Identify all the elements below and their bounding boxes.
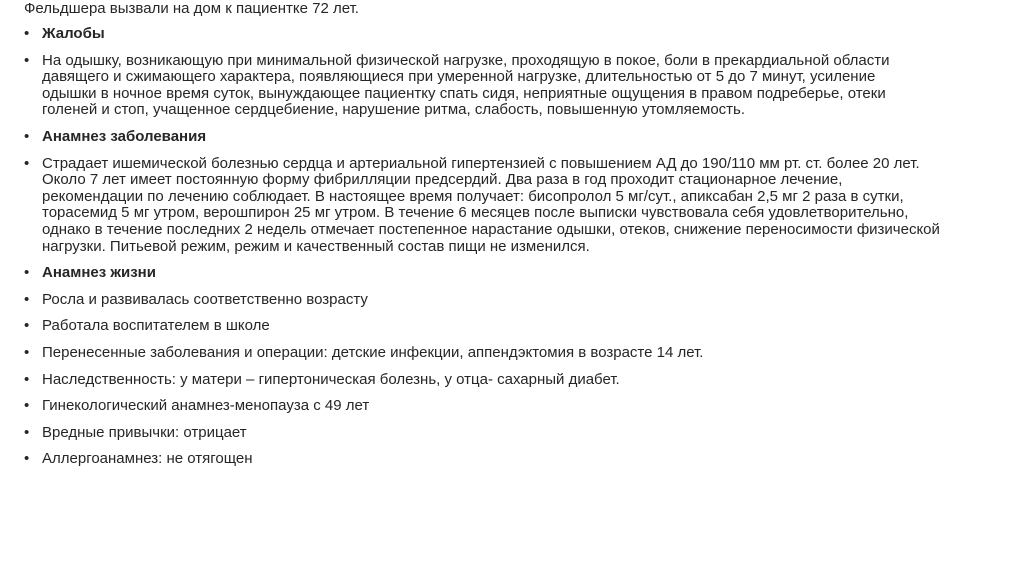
intro-text: Фельдшера вызвали на дом к пациентке 72 лет. bbox=[24, 0, 359, 17]
bullet-icon: • bbox=[24, 370, 30, 388]
bullet-icon: • bbox=[24, 51, 30, 69]
bullet-icon: • bbox=[24, 423, 30, 441]
list-item-text: Вредные привычки: отрицает bbox=[42, 423, 247, 441]
bullet-icon: • bbox=[24, 343, 30, 361]
bullet-icon: • bbox=[24, 397, 30, 415]
list-item-text: Росла и развивалась соответственно возрасту bbox=[42, 290, 368, 308]
list-item-text: Работала воспитателем в школе bbox=[42, 317, 270, 335]
bullet-icon: • bbox=[24, 127, 30, 145]
list-item-text: Анамнез заболевания bbox=[42, 127, 207, 145]
list-item-past-diseases bbox=[22, 345, 1012, 362]
section-heading-complaints bbox=[22, 26, 1012, 43]
list-item-heredity bbox=[22, 372, 1012, 389]
bullet-icon: • bbox=[24, 154, 30, 172]
bullet-icon: • bbox=[24, 25, 30, 42]
section-heading-disease-history bbox=[22, 129, 1012, 146]
list-item-text: Перенесенные заболевания и операции: детские инфекции, аппендэктомия в возрасте 14 лет. bbox=[42, 343, 704, 361]
bullet-icon: • bbox=[24, 264, 30, 282]
bullet-list bbox=[22, 26, 1012, 468]
list-item-occupation bbox=[22, 318, 1012, 335]
list-item-disease-history bbox=[22, 156, 1012, 256]
bullet-icon: • bbox=[24, 450, 30, 468]
list-item-text: Страдает ишемической болезнью сердца и артериальной гипертензией с повышением АД до 190/110 мм рт. ст. более 20 лет. Около 7 лет имеет постоянную форму фибрилляции предсердий. Два раза в год проходит стационарное лечение, рекомендации по лечению соблюдает. В настоящее время получает: бисопролол 5 мг/сут., апиксабан 2,5 мг 2 раза в сутки, торасемид 5 мг утром, верошпирон 25 мг утром. В течение 6 месяцев после выписки чувствовала себя удовлетворительно, однако в течение последних 2 недель отмечает постепенное нарастание одышки, отеков, снижение переносимости физической нагрузки. Питьевой режим, режим и качественный состав пищи не изменился. bbox=[42, 154, 940, 255]
list-item-complaints bbox=[22, 53, 1012, 119]
list-item-text: Анамнез жизни bbox=[42, 264, 156, 282]
section-heading-life-history bbox=[22, 265, 1012, 282]
list-item-text: Аллергоанамнез: не отягощен bbox=[42, 450, 253, 468]
list-item-text: Наследственность: у матери – гипертоническая болезнь, у отца- сахарный диабет. bbox=[42, 370, 620, 388]
list-item-text: Гинекологический анамнез-менопауза с 49 лет bbox=[42, 397, 370, 415]
list-item-gynecological bbox=[22, 398, 1012, 415]
bullet-icon: • bbox=[24, 317, 30, 335]
slide-content bbox=[22, 0, 1012, 478]
bullet-icon: • bbox=[24, 290, 30, 308]
list-item-allergy bbox=[22, 451, 1012, 468]
list-item-text: На одышку, возникающую при минимальной физической нагрузке, проходящую в покое, боли в прекардиальной области давящего и сжимающего характера, появляющиеся при умеренной нагрузке, длительностью от 5 до 7 минут, усиление одышки в ночное время суток, вынуждающее пациентку спать сидя, неприятные ощущения в правом подреберье, отеки голеней и стоп, учащенное сердцебиение, нарушение ритма, слабость, повышенную утомляемость. bbox=[42, 51, 890, 119]
list-item-bad-habits bbox=[22, 425, 1012, 442]
list-item-development bbox=[22, 292, 1012, 309]
list-item-text: Жалобы bbox=[42, 25, 105, 42]
